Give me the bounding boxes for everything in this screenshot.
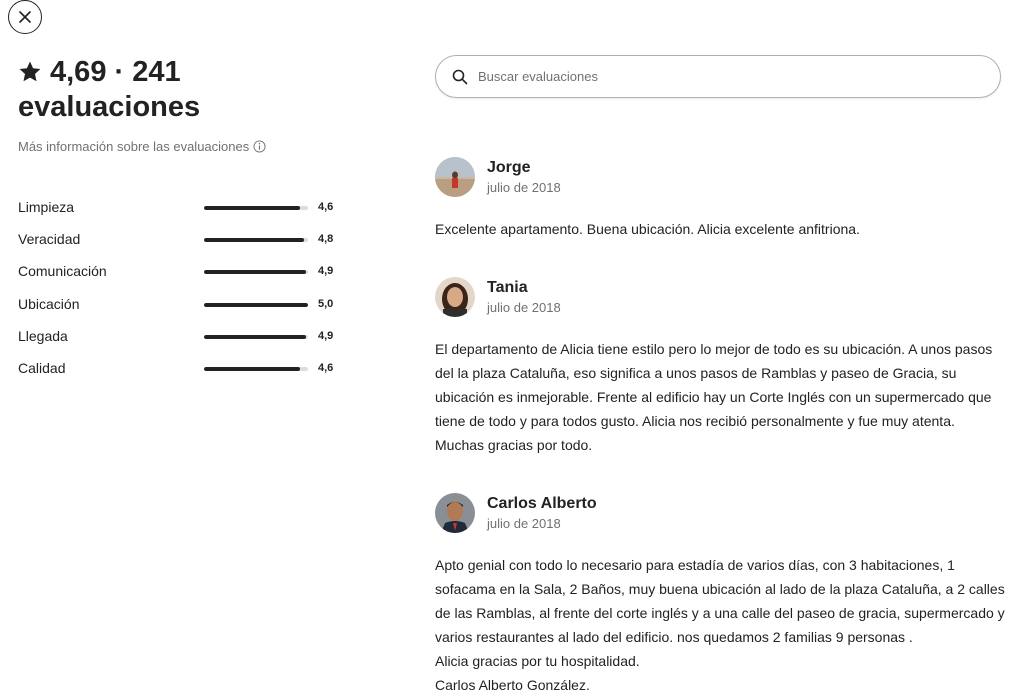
search-input[interactable]	[476, 68, 960, 85]
avatar[interactable]	[435, 493, 475, 533]
close-icon	[19, 11, 31, 23]
category-value: 4,6	[318, 362, 334, 375]
more-info-label: Más información sobre las evaluaciones	[18, 139, 250, 154]
review-paragraph: Carlos Alberto González.	[435, 677, 590, 693]
rating-bar	[204, 367, 308, 371]
reviewer-name: Tania	[487, 278, 528, 296]
category-row-ubicacion	[18, 288, 348, 320]
review-date: julio de 2018	[487, 299, 561, 315]
review-text	[435, 553, 1005, 697]
rating-bar-fill	[204, 238, 304, 242]
review-paragraph: Apto genial con todo lo necesario para estadía de varios días, con 3 habitaciones, 1 sofacama en la Sala, 2 Baños, muy buena ubicación al lado de la plaza Cataluña, a 2 calles de las Ramblas, al frente del corte inglés y a una calle del paseo de gracia, supermercado y varios restaurantes al lado del edificio. nos quedamos 2 familias 9 personas .	[435, 557, 1005, 645]
category-value: 4,6	[318, 201, 334, 214]
category-label: Calidad	[18, 360, 66, 377]
more-info-link[interactable]	[18, 139, 348, 154]
info-icon	[253, 140, 266, 153]
category-row-llegada	[18, 320, 348, 352]
category-label: Limpieza	[18, 199, 75, 216]
review-item	[435, 493, 1005, 697]
rating-bar-fill	[204, 206, 300, 210]
review-item	[435, 277, 1005, 457]
rating-bar-fill	[204, 303, 308, 307]
review-header	[435, 277, 1005, 317]
reviewer-name: Carlos Alberto	[487, 494, 597, 512]
review-item	[435, 157, 1005, 241]
category-row-veracidad	[18, 223, 348, 255]
category-value: 4,9	[318, 329, 334, 342]
rating-bar	[204, 206, 308, 210]
close-button[interactable]	[8, 0, 42, 34]
rating-bar-fill	[204, 367, 300, 371]
category-label: Ubicación	[18, 295, 80, 312]
review-date: julio de 2018	[487, 179, 561, 195]
rating-summary	[18, 55, 348, 154]
category-ratings	[18, 191, 348, 384]
avatar[interactable]	[435, 157, 475, 197]
category-row-limpieza	[18, 191, 348, 223]
category-label: Veracidad	[18, 231, 81, 248]
category-value: 4,9	[318, 265, 334, 278]
category-value: 5,0	[318, 297, 334, 310]
rating-bar	[204, 270, 308, 274]
rating-heading	[18, 55, 348, 90]
category-value: 4,8	[318, 233, 334, 246]
rating-bar	[204, 303, 308, 307]
rating-count: 4,69 · 241	[50, 56, 181, 88]
review-paragraph: Excelente apartamento. Buena ubicación. Alicia excelente anfitriona.	[435, 221, 860, 237]
rating-bar-fill	[204, 335, 306, 339]
review-text	[435, 217, 1005, 241]
review-header	[435, 493, 1005, 533]
search-box[interactable]	[435, 55, 1001, 98]
rating-bar	[204, 335, 308, 339]
star-icon	[18, 60, 42, 84]
avatar[interactable]	[435, 277, 475, 317]
rating-bar	[204, 238, 308, 242]
reviewer-name: Jorge	[487, 158, 531, 176]
review-text	[435, 337, 1005, 457]
review-header	[435, 157, 1005, 197]
review-paragraph: El departamento de Alicia tiene estilo pero lo mejor de todo es su ubicación. A unos pasos del la plaza Cataluña, eso significa a unos pasos de Ramblas y paseo de Gracia, su ubicación es inmejorable. Frente al edificio hay un Corte Inglés con un supermercado que tiene de todo y para todos gusto. Alicia nos recibió personalmente y fue muy atenta. Muchas gracias por todo.	[435, 341, 993, 453]
reviews-word: evaluaciones	[18, 91, 201, 123]
rating-bar-fill	[204, 270, 306, 274]
review-date: julio de 2018	[487, 515, 561, 531]
review-paragraph: Alicia gracias por tu hospitalidad.	[435, 653, 640, 669]
category-label: Comunicación	[18, 263, 107, 280]
category-row-calidad	[18, 352, 348, 384]
search-icon	[452, 69, 468, 85]
category-label: Llegada	[18, 327, 68, 344]
category-row-comunicacion	[18, 255, 348, 287]
